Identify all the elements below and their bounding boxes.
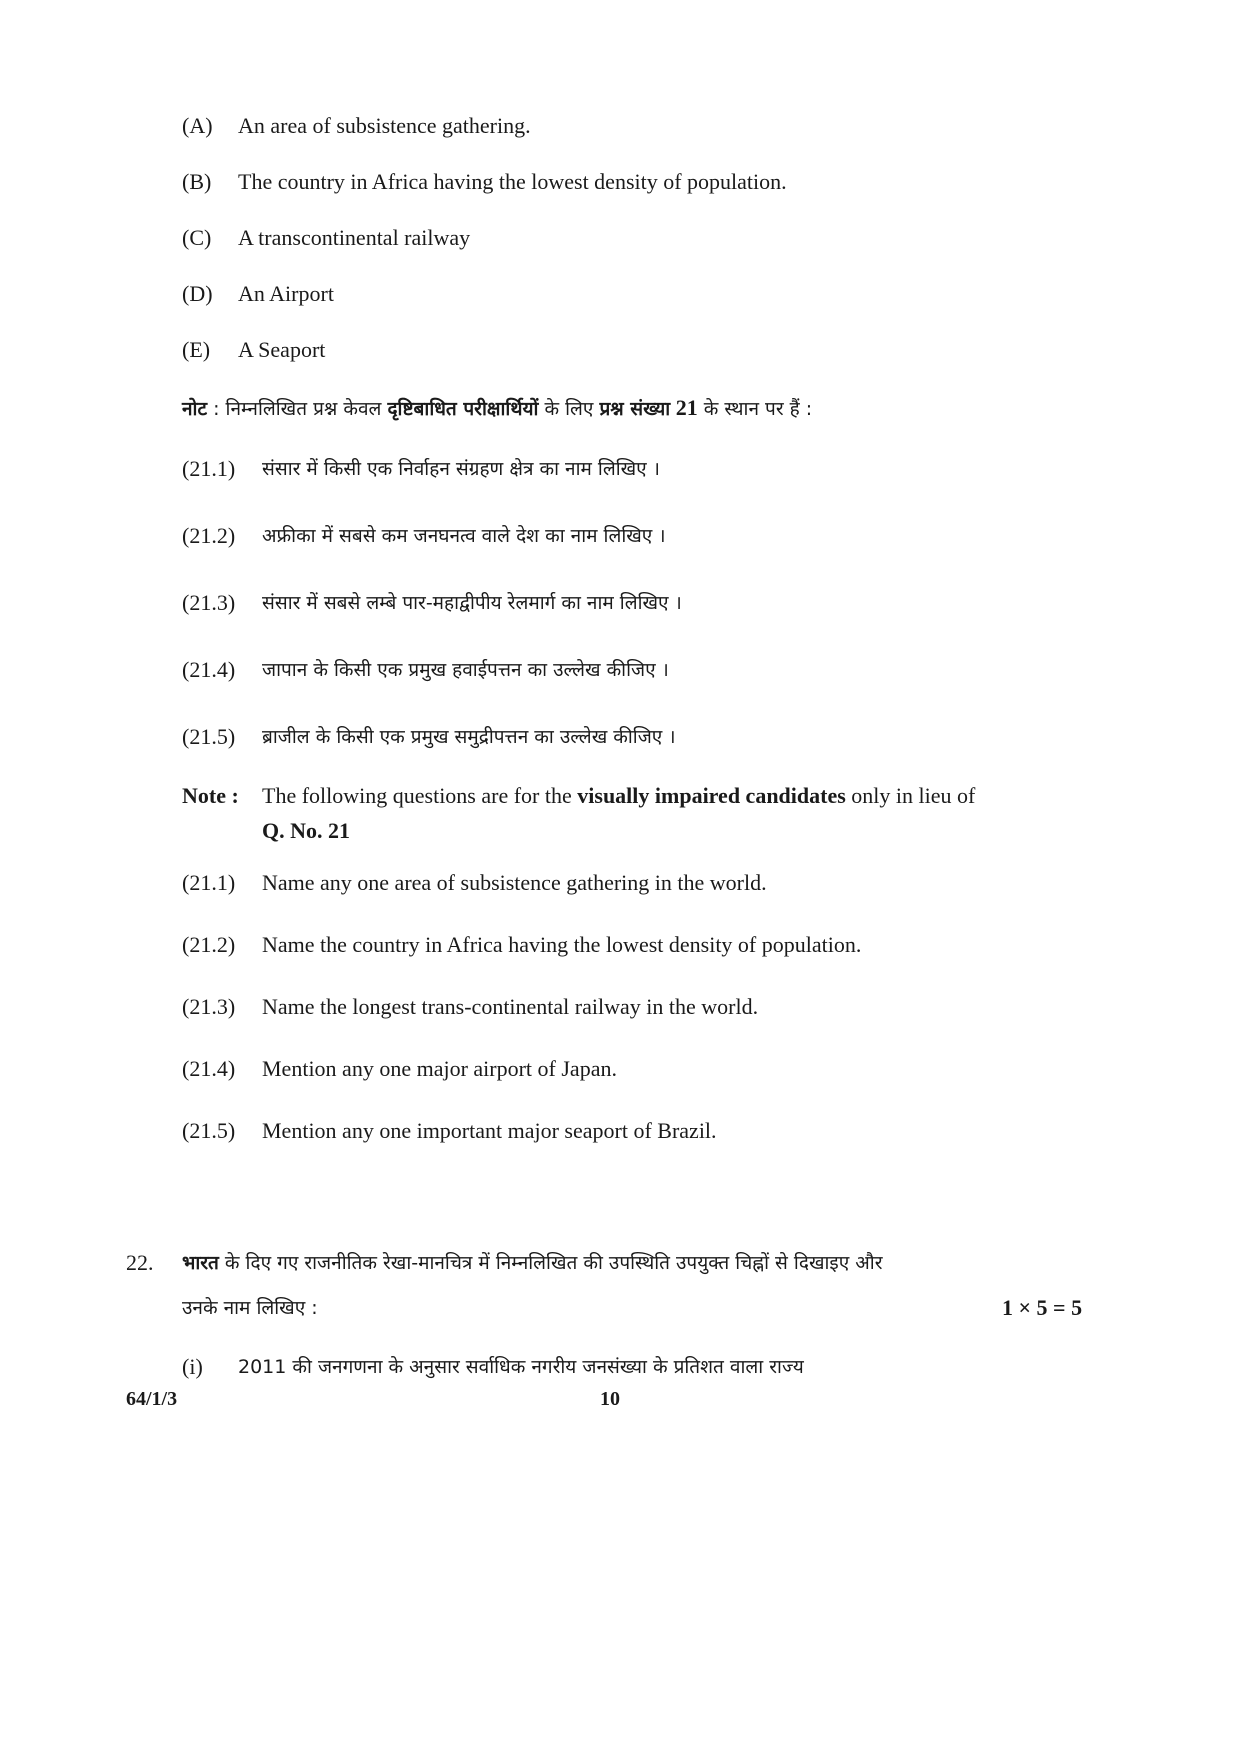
question-label: (21.5) [182,1118,236,1143]
english-note-part: The following questions are for the [262,783,578,808]
option-text: A transcontinental railway [238,225,471,250]
option-text: An area of subsistence gathering. [238,113,531,138]
question-label: (21.1) [182,456,236,481]
option-text: The country in Africa having the lowest density of population. [238,169,787,194]
sub-question-text: 2011 की जनगणना के अनुसार सर्वाधिक नगरीय जनसंख्या के प्रतिशत वाला राज्य [238,1356,804,1378]
question-22-line1 [182,1248,883,1278]
question-label: (21.3) [182,994,236,1019]
english-note-part: only in lieu of [845,783,976,808]
option-label: (E) [182,337,211,362]
option-label: (D) [182,281,213,306]
option-label: (C) [182,225,212,250]
question-label: (21.2) [182,932,236,957]
english-note-qno: Q. No. 21 [262,818,350,843]
hindi-note-text: के स्थान पर हैं : [697,398,813,420]
question-label: (21.4) [182,1056,236,1081]
hindi-note [182,393,812,424]
question-text: संसार में किसी एक निर्वाहन संग्रहण क्षेत्र का नाम लिखिए । [262,458,660,480]
sub-question-label: (i) [182,1354,203,1379]
english-note-bold: visually impaired candidates [577,783,846,808]
question-text: जापान के किसी एक प्रमुख हवाईपत्तन का उल्लेख कीजिए । [262,659,669,681]
hindi-note-bold: प्रश्न संख्या [599,398,671,420]
option-text: An Airport [238,281,334,306]
question-text: अफ्रीका में सबसे कम जनघनत्व वाले देश का नाम लिखिए । [262,525,666,547]
hindi-note-prefix: नोट [182,398,208,420]
hindi-note-bold: दृष्टिबाधित परीक्षार्थियों [387,398,539,420]
page-number: 10 [600,1388,620,1410]
question-text: Name any one area of subsistence gathering in the world. [262,870,767,895]
english-note-prefix: Note : [182,783,239,808]
english-note-text [262,781,975,811]
option-label: (A) [182,113,213,138]
marks-allocation: 1 × 5 = 5 [1002,1295,1083,1320]
question-number: 22. [126,1250,154,1275]
question-label: (21.5) [182,724,236,749]
question-text: Mention any one major airport of Japan. [262,1056,617,1081]
question-text: संसार में सबसे लम्बे पार-महाद्वीपीय रेलमार्ग का नाम लिखिए । [262,592,682,614]
question-22-line2: उनके नाम लिखिए : [182,1297,318,1319]
hindi-note-text: के लिए [538,398,600,420]
option-text: A Seaport [238,337,326,362]
hindi-note-number: 21 [670,395,698,420]
question-22-bold: भारत [182,1252,219,1274]
question-text: Name the country in Africa having the lowest density of population. [262,932,862,957]
question-label: (21.1) [182,870,236,895]
question-text: Name the longest trans-continental railway in the world. [262,994,759,1019]
paper-code: 64/1/3 [126,1388,178,1410]
question-label: (21.2) [182,523,236,548]
question-label: (21.4) [182,657,236,682]
question-label: (21.3) [182,590,236,615]
question-text: Mention any one important major seaport of Brazil. [262,1118,717,1143]
hindi-note-text: : निम्नलिखित प्रश्न केवल [207,398,388,420]
option-label: (B) [182,169,212,194]
question-22-text: के दिए गए राजनीतिक रेखा-मानचित्र में निम्नलिखित की उपस्थिति उपयुक्त चिह्नों से दिखाइए और [218,1252,883,1274]
question-text: ब्राजील के किसी एक प्रमुख समुद्रीपत्तन का उल्लेख कीजिए । [262,726,676,748]
